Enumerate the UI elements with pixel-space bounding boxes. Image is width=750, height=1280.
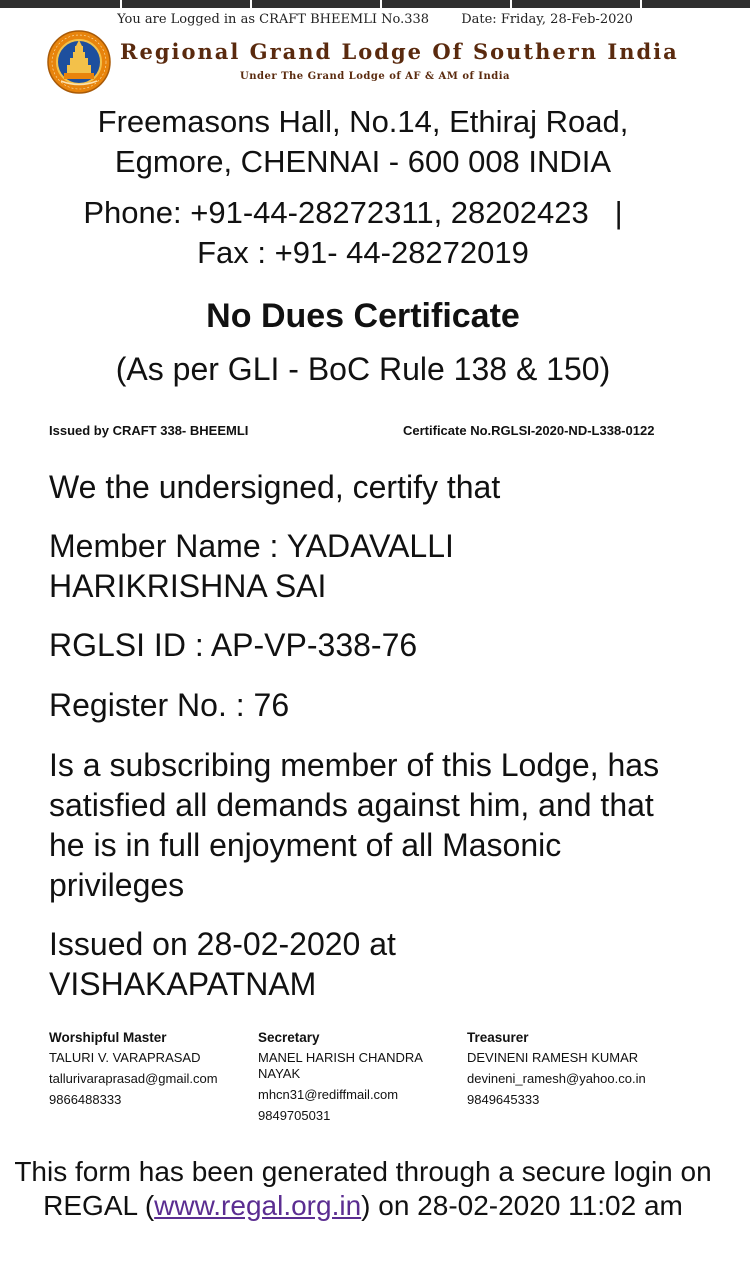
org-title: Regional Grand Lodge Of Southern India bbox=[120, 39, 679, 64]
signatory-email: tallurivaraprasad@gmail.com bbox=[49, 1071, 218, 1086]
register-number: Register No. : 76 bbox=[49, 687, 290, 723]
signatory-role: Secretary bbox=[258, 1030, 320, 1045]
signatory-name: MANEL HARISH CHANDRA NAYAK bbox=[258, 1050, 423, 1081]
membership-statement: Is a subscribing member of this Lodge, has satisfied all demands against him, and that he is in full enjoyment of all Masonic privileges bbox=[49, 747, 660, 903]
signatory-name: TALURI V. VARAPRASAD bbox=[49, 1050, 201, 1065]
login-status-line bbox=[0, 12, 750, 27]
notice-text-after: ) on 28-02-2020 11:02 am bbox=[361, 1190, 683, 1221]
signatory-email: mhcn31@rediffmail.com bbox=[258, 1087, 399, 1102]
signatory-role: Treasurer bbox=[467, 1030, 529, 1045]
notice-text-before: This form has been generated through a secure login on REGAL ( bbox=[14, 1156, 712, 1221]
org-subtitle: Under The Grand Lodge of AF & AM of India bbox=[240, 71, 510, 82]
address-block bbox=[0, 102, 726, 182]
address-line-2: Egmore, CHENNAI - 600 008 INDIA bbox=[114, 144, 612, 179]
signatory-secretary bbox=[258, 1027, 443, 1126]
lodge-seal-icon bbox=[47, 30, 111, 94]
certificate-number: Certificate No.RGLSI-2020-ND-L338-0122 bbox=[403, 423, 655, 438]
login-text: You are Logged in as CRAFT BHEEMLI No.338 bbox=[117, 12, 430, 27]
issue-place-date: Issued on 28-02-2020 at VISHAKAPATNAM bbox=[49, 926, 396, 1002]
issued-by: Issued by CRAFT 338- BHEEMLI bbox=[49, 423, 249, 438]
certify-intro: We the undersigned, certify that bbox=[49, 469, 501, 505]
phone-line: Phone: +91-44-28272311, 28202423 | bbox=[83, 195, 623, 230]
signatory-role: Worshipful Master bbox=[49, 1030, 167, 1045]
regal-website-link[interactable]: www.regal.org.in bbox=[154, 1190, 362, 1221]
signatory-phone: 9849705031 bbox=[258, 1108, 331, 1123]
fax-line: Fax : +91- 44-28272019 bbox=[197, 235, 529, 270]
generation-notice bbox=[0, 1155, 726, 1223]
top-border bbox=[0, 0, 750, 8]
certificate-rule: (As per GLI - BoC Rule 138 & 150) bbox=[115, 351, 611, 387]
address-line-1: Freemasons Hall, No.14, Ethiraj Road, bbox=[97, 104, 629, 139]
signatory-email: devineni_ramesh@yahoo.co.in bbox=[467, 1071, 646, 1086]
signatory-phone: 9849645333 bbox=[467, 1092, 540, 1107]
certificate-title: No Dues Certificate bbox=[206, 297, 520, 335]
rglsi-id: RGLSI ID : AP-VP-338-76 bbox=[49, 627, 418, 663]
member-name: Member Name : YADAVALLI HARIKRISHNA SAI bbox=[49, 528, 454, 604]
date-text: Date: Friday, 28-Feb-2020 bbox=[461, 12, 633, 27]
signatory-treasurer bbox=[467, 1027, 697, 1110]
signatory-worshipful-master bbox=[49, 1027, 254, 1110]
contact-block bbox=[0, 193, 706, 273]
signatory-phone: 9866488333 bbox=[49, 1092, 122, 1107]
signatory-name: DEVINENI RAMESH KUMAR bbox=[467, 1050, 639, 1065]
